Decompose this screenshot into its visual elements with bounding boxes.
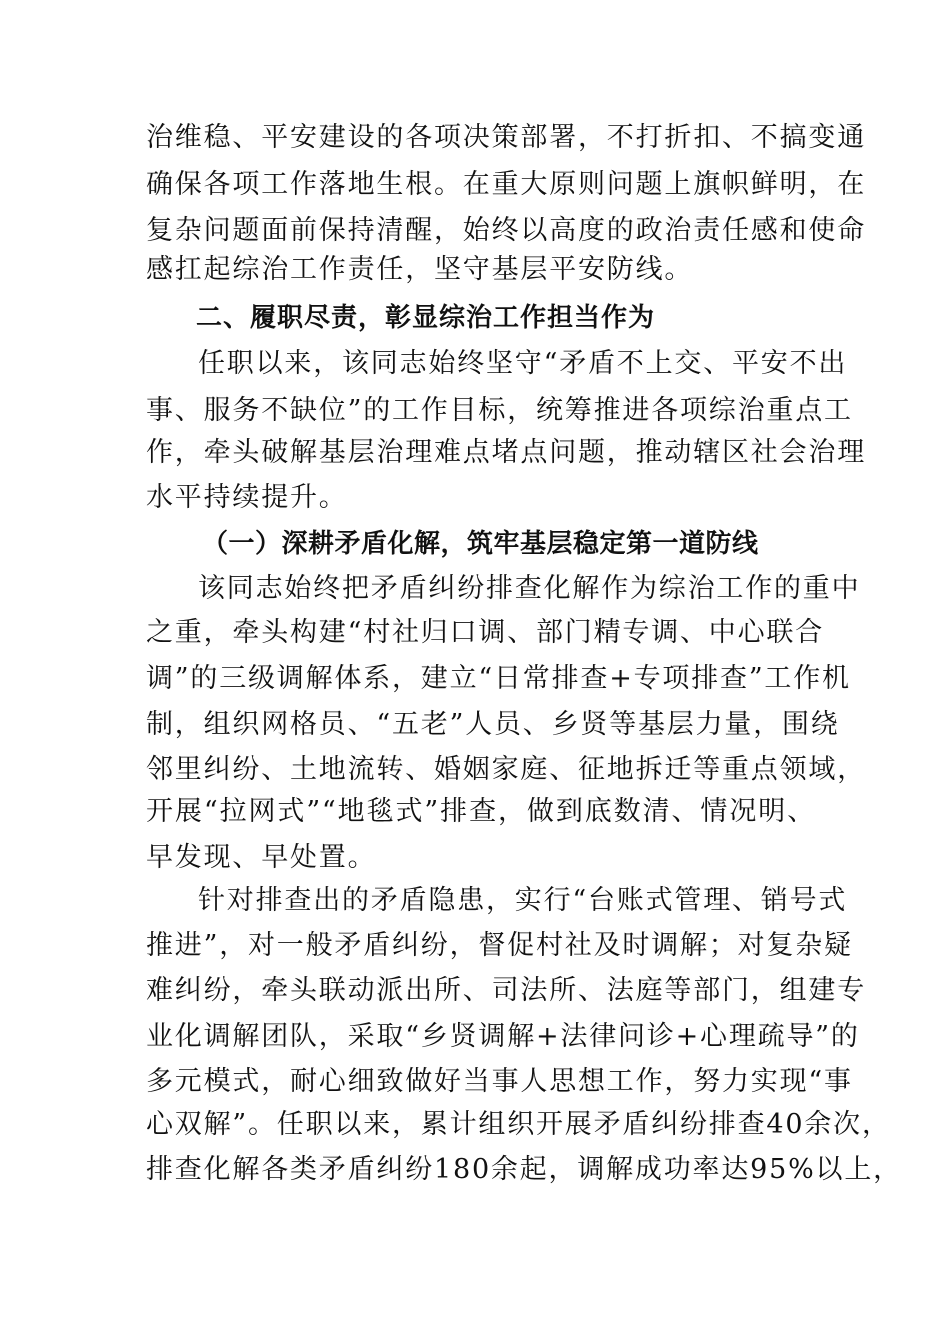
paragraph-line: 推进”，对一般矛盾纠纷，督促村社及时调解；对复杂疑 — [146, 930, 853, 961]
paragraph-line: 复杂问题面前保持清醒，始终以高度的政治责任感和使命 — [146, 215, 866, 246]
paragraph-line: 排查化解各类矛盾纠纷180余起，调解成功率达95%以上， — [146, 1154, 902, 1185]
paragraph-line: 治维稳、平安建设的各项决策部署，不打折扣、不搞变通 — [146, 122, 866, 153]
paragraph-line: 多元模式，耐心细致做好当事人思想工作，努力实现“事 — [146, 1066, 853, 1097]
paragraph-line: 针对排查出的矛盾隐患，实行“台账式管理、销号式 — [198, 885, 848, 916]
paragraph-line: 感扛起综治工作责任，坚守基层平安防线。 — [146, 254, 694, 285]
paragraph-line: 开展“拉网式”“地毯式”排查，做到底数清、情况明、 — [146, 796, 816, 827]
paragraph-line: 该同志始终把矛盾纠纷排查化解作为综治工作的重中 — [198, 573, 861, 604]
paragraph-line: 业化调解团队，采取“乡贤调解+法律问诊+心理疏导”的 — [146, 1021, 860, 1052]
paragraph-line: 制，组织网格员、“五老”人员、乡贤等基层力量，围绕 — [146, 709, 840, 740]
paragraph-line: 邻里纠纷、土地流转、婚姻家庭、征地拆迁等重点领域， — [146, 754, 866, 785]
paragraph-line: 难纠纷，牵头联动派出所、司法所、法庭等部门，组建专 — [146, 975, 866, 1006]
paragraph-line: 调”的三级调解体系，建立“日常排查+专项排查”工作机 — [146, 663, 851, 694]
paragraph-line: 事、服务不缺位”的工作目标，统筹推进各项综治重点工 — [146, 395, 853, 426]
paragraph-line: 任职以来，该同志始终坚守“矛盾不上交、平安不出 — [198, 348, 848, 379]
paragraph-line: 水平持续提升。 — [146, 482, 348, 513]
paragraph-line: 早发现、早处置。 — [146, 842, 377, 873]
paragraph-line: 心双解”。任职以来，累计组织开展矛盾纠纷排查40余次， — [146, 1109, 891, 1140]
subsection-heading: （一）深耕矛盾化解，筑牢基层稳定第一道防线 — [202, 529, 759, 559]
paragraph-line: 作，牵头破解基层治理难点堵点问题，推动辖区社会治理 — [146, 437, 866, 468]
paragraph-line: 确保各项工作落地生根。在重大原则问题上旗帜鲜明，在 — [146, 169, 866, 200]
paragraph-line: 之重，牵头构建“村社归口调、部门精专调、中心联合 — [146, 617, 825, 648]
section-heading: 二、履职尽责，彰显综治工作担当作为 — [196, 303, 656, 333]
